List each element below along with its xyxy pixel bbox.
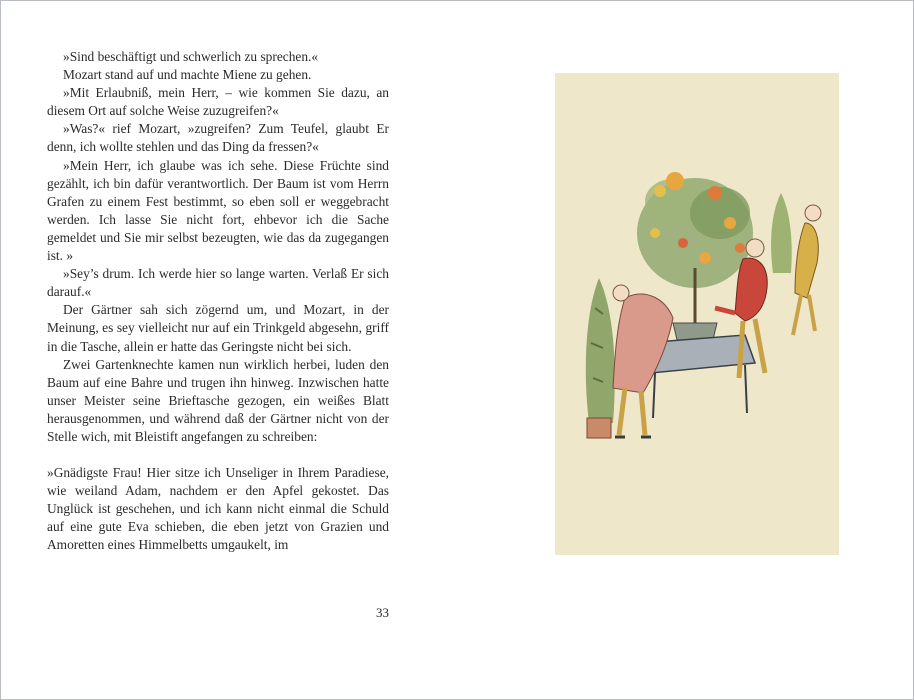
cypress-tree (586, 278, 615, 438)
watercolor-illustration (555, 73, 839, 555)
illustration-plate (555, 73, 839, 555)
paragraph-6: »Sey’s drum. Ich werde hier so lange warten. Verlaß Er sich darauf.« (47, 266, 389, 300)
paragraph-8: Zwei Gartenknechte kamen nun wirklich herbei, luden den Baum auf eine Bahre und trugen ihn hinweg. Inzwischen hatte unser Meister seine Brieftasche gezogen, ein weißes Blatt herausgenommen, und während daß der Gärtner nicht von der Stelle wich, mit Bleistift angefangen zu schreiben: (47, 356, 389, 444)
page-number: 33 (376, 605, 389, 620)
paragraph-4: »Was?« rief Mozart, »zugreifen? Zum Teufel, glaubt Er denn, ich wollte stehlen und das Ding da fressen?« (47, 121, 389, 155)
letter-paragraph: »Gnädigste Frau! Hier sitze ich Unseliger in Ihrem Paradiese, wie weiland Adam, nachdem er den Apfel gekostet. Das Unglück ist geschehen, und ich kann nicht einmal die Schuld auf eine gute Eva schieben, die eben jetzt von Grazien und Amoretten eines Himmelbetts umgaukelt, im (47, 465, 389, 553)
paragraph-7: Der Gärtner sah sich zögernd um, und Mozart, in der Meinung, es sey vielleicht nur auf ein Trinkgeld abgesehn, griff in die Tasche, allein er hatte das Geringste nicht bei sich. (47, 302, 389, 354)
paragraph-5: »Mein Herr, ich glaube was ich sehe. Diese Früchte sind gezählt, ich bin dafür verantwortlich. Der Baum ist vom Herrn Grafen zu einem Fest bestimmt, so eben soll er weggebracht werden. Ich lasse Sie nicht fort, ehbevor ich die Sache gemeldet und Sie mir selbst bezeugten, wie das da zugegangen ist. » (47, 157, 389, 264)
small-cypress (771, 193, 792, 273)
paragraph-3: »Mit Erlaubniß, mein Herr, – wie kommen Sie dazu, an diesem Ort auf solche Weise zuzugreifen?« (47, 85, 389, 119)
text-column (47, 48, 389, 555)
figure-yellow (793, 205, 821, 335)
paragraph-1: »Sind beschäftigt und schwerlich zu sprechen.« (63, 49, 319, 64)
paragraph-2: Mozart stand auf und machte Miene zu gehen. (63, 67, 312, 83)
